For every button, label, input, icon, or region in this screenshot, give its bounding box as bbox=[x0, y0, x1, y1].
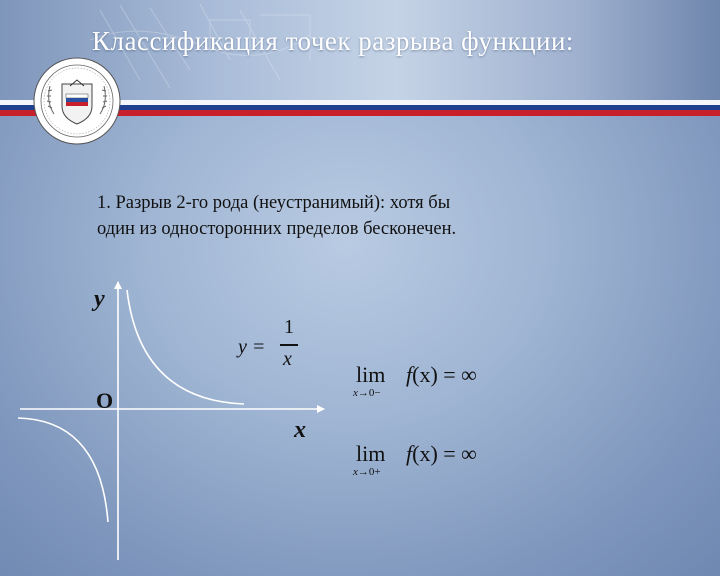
y-axis-label: y bbox=[94, 286, 105, 312]
lim-word: lim bbox=[356, 441, 386, 466]
function-formula bbox=[238, 312, 318, 382]
slide-title: Классификация точек разрыва функции: bbox=[92, 26, 574, 56]
lim-expression-rest: (x) = ∞ bbox=[412, 441, 477, 466]
lim-subscript-var: x bbox=[353, 466, 358, 478]
lim-function-name: f bbox=[406, 362, 413, 387]
right-limit-formula bbox=[353, 441, 516, 485]
university-emblem-icon bbox=[32, 56, 122, 146]
definition-line-2: один из односторонних пределов бесконечен. bbox=[97, 219, 457, 239]
lim-word: lim bbox=[356, 362, 386, 387]
formula-numerator: 1 bbox=[284, 316, 294, 338]
lim-subscript-rest: →0− bbox=[357, 387, 381, 399]
fraction-bar bbox=[280, 344, 298, 346]
lim-subscript-var: x bbox=[353, 387, 358, 399]
lim-expression bbox=[406, 362, 477, 388]
lim-function-name: f bbox=[406, 441, 413, 466]
definition-line-1: 1. Разрыв 2-го рода (неустранимый): хотя бы bbox=[97, 193, 451, 213]
origin-label: O bbox=[96, 388, 114, 413]
formula-lhs: y = bbox=[238, 336, 266, 358]
left-limit-formula bbox=[353, 362, 516, 406]
lim-subscript bbox=[353, 387, 381, 399]
lim-subscript-rest: →0+ bbox=[357, 466, 381, 478]
lim-expression-rest: (x) = ∞ bbox=[412, 362, 477, 387]
formula-denominator: x bbox=[283, 348, 292, 370]
definition-text bbox=[97, 190, 657, 242]
x-axis-label: x bbox=[294, 417, 306, 443]
hyperbola-branch-right bbox=[127, 290, 244, 404]
lim-subscript bbox=[353, 466, 381, 478]
hyperbola-branch-left bbox=[18, 418, 108, 522]
lim-expression bbox=[406, 441, 477, 467]
